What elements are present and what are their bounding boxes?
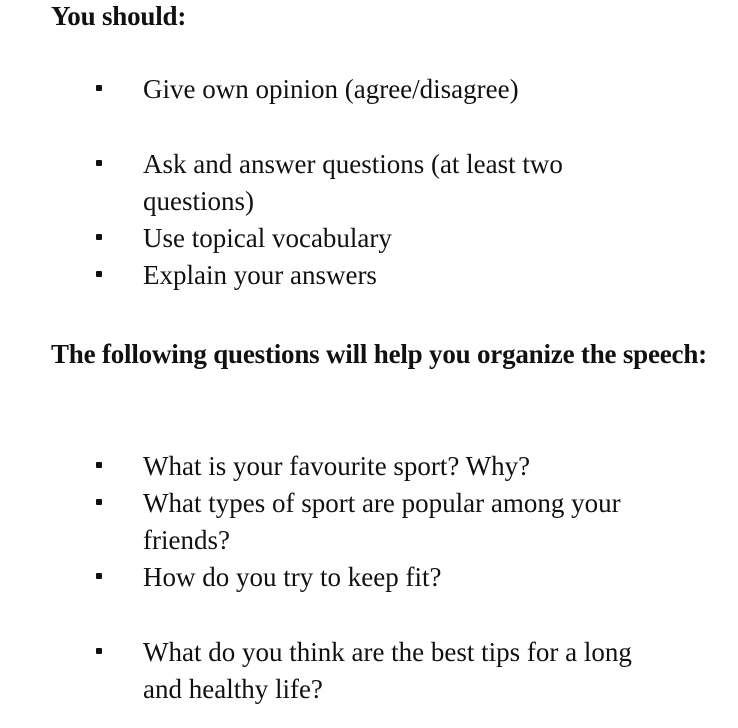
bullet-icon — [96, 499, 102, 505]
list-item — [0, 220, 738, 257]
bullet-icon — [96, 573, 102, 579]
list-item-text: Give own opinion (agree/disagree) — [143, 74, 519, 104]
list-item — [0, 71, 738, 108]
list-item — [0, 559, 738, 596]
requirements-list — [0, 71, 738, 294]
list-item-text: What types of sport are popular among your friends? — [143, 488, 621, 555]
list-item — [0, 485, 738, 559]
bullet-icon — [96, 234, 102, 240]
questions-list — [0, 448, 738, 708]
list-item-text: Use topical vocabulary — [143, 223, 392, 253]
section-heading-you-should: You should: — [51, 1, 187, 31]
list-item-text: What is your favourite sport? Why? — [143, 451, 531, 481]
bullet-icon — [96, 462, 102, 468]
list-item — [0, 257, 738, 294]
section-heading-questions: The following questions will help you organize the speech: — [51, 339, 707, 369]
bullet-icon — [96, 271, 102, 277]
list-item-text: Explain your answers — [143, 260, 377, 290]
list-item — [0, 448, 738, 485]
list-item-text: Ask and answer questions (at least two questions) — [143, 149, 563, 216]
bullet-icon — [96, 160, 102, 166]
bullet-icon — [96, 85, 102, 91]
list-item-text: What do you think are the best tips for a long and healthy life? — [143, 637, 632, 704]
bullet-icon — [96, 648, 102, 654]
list-item — [0, 634, 738, 708]
list-item — [0, 146, 738, 220]
list-item-text: How do you try to keep fit? — [143, 562, 442, 592]
